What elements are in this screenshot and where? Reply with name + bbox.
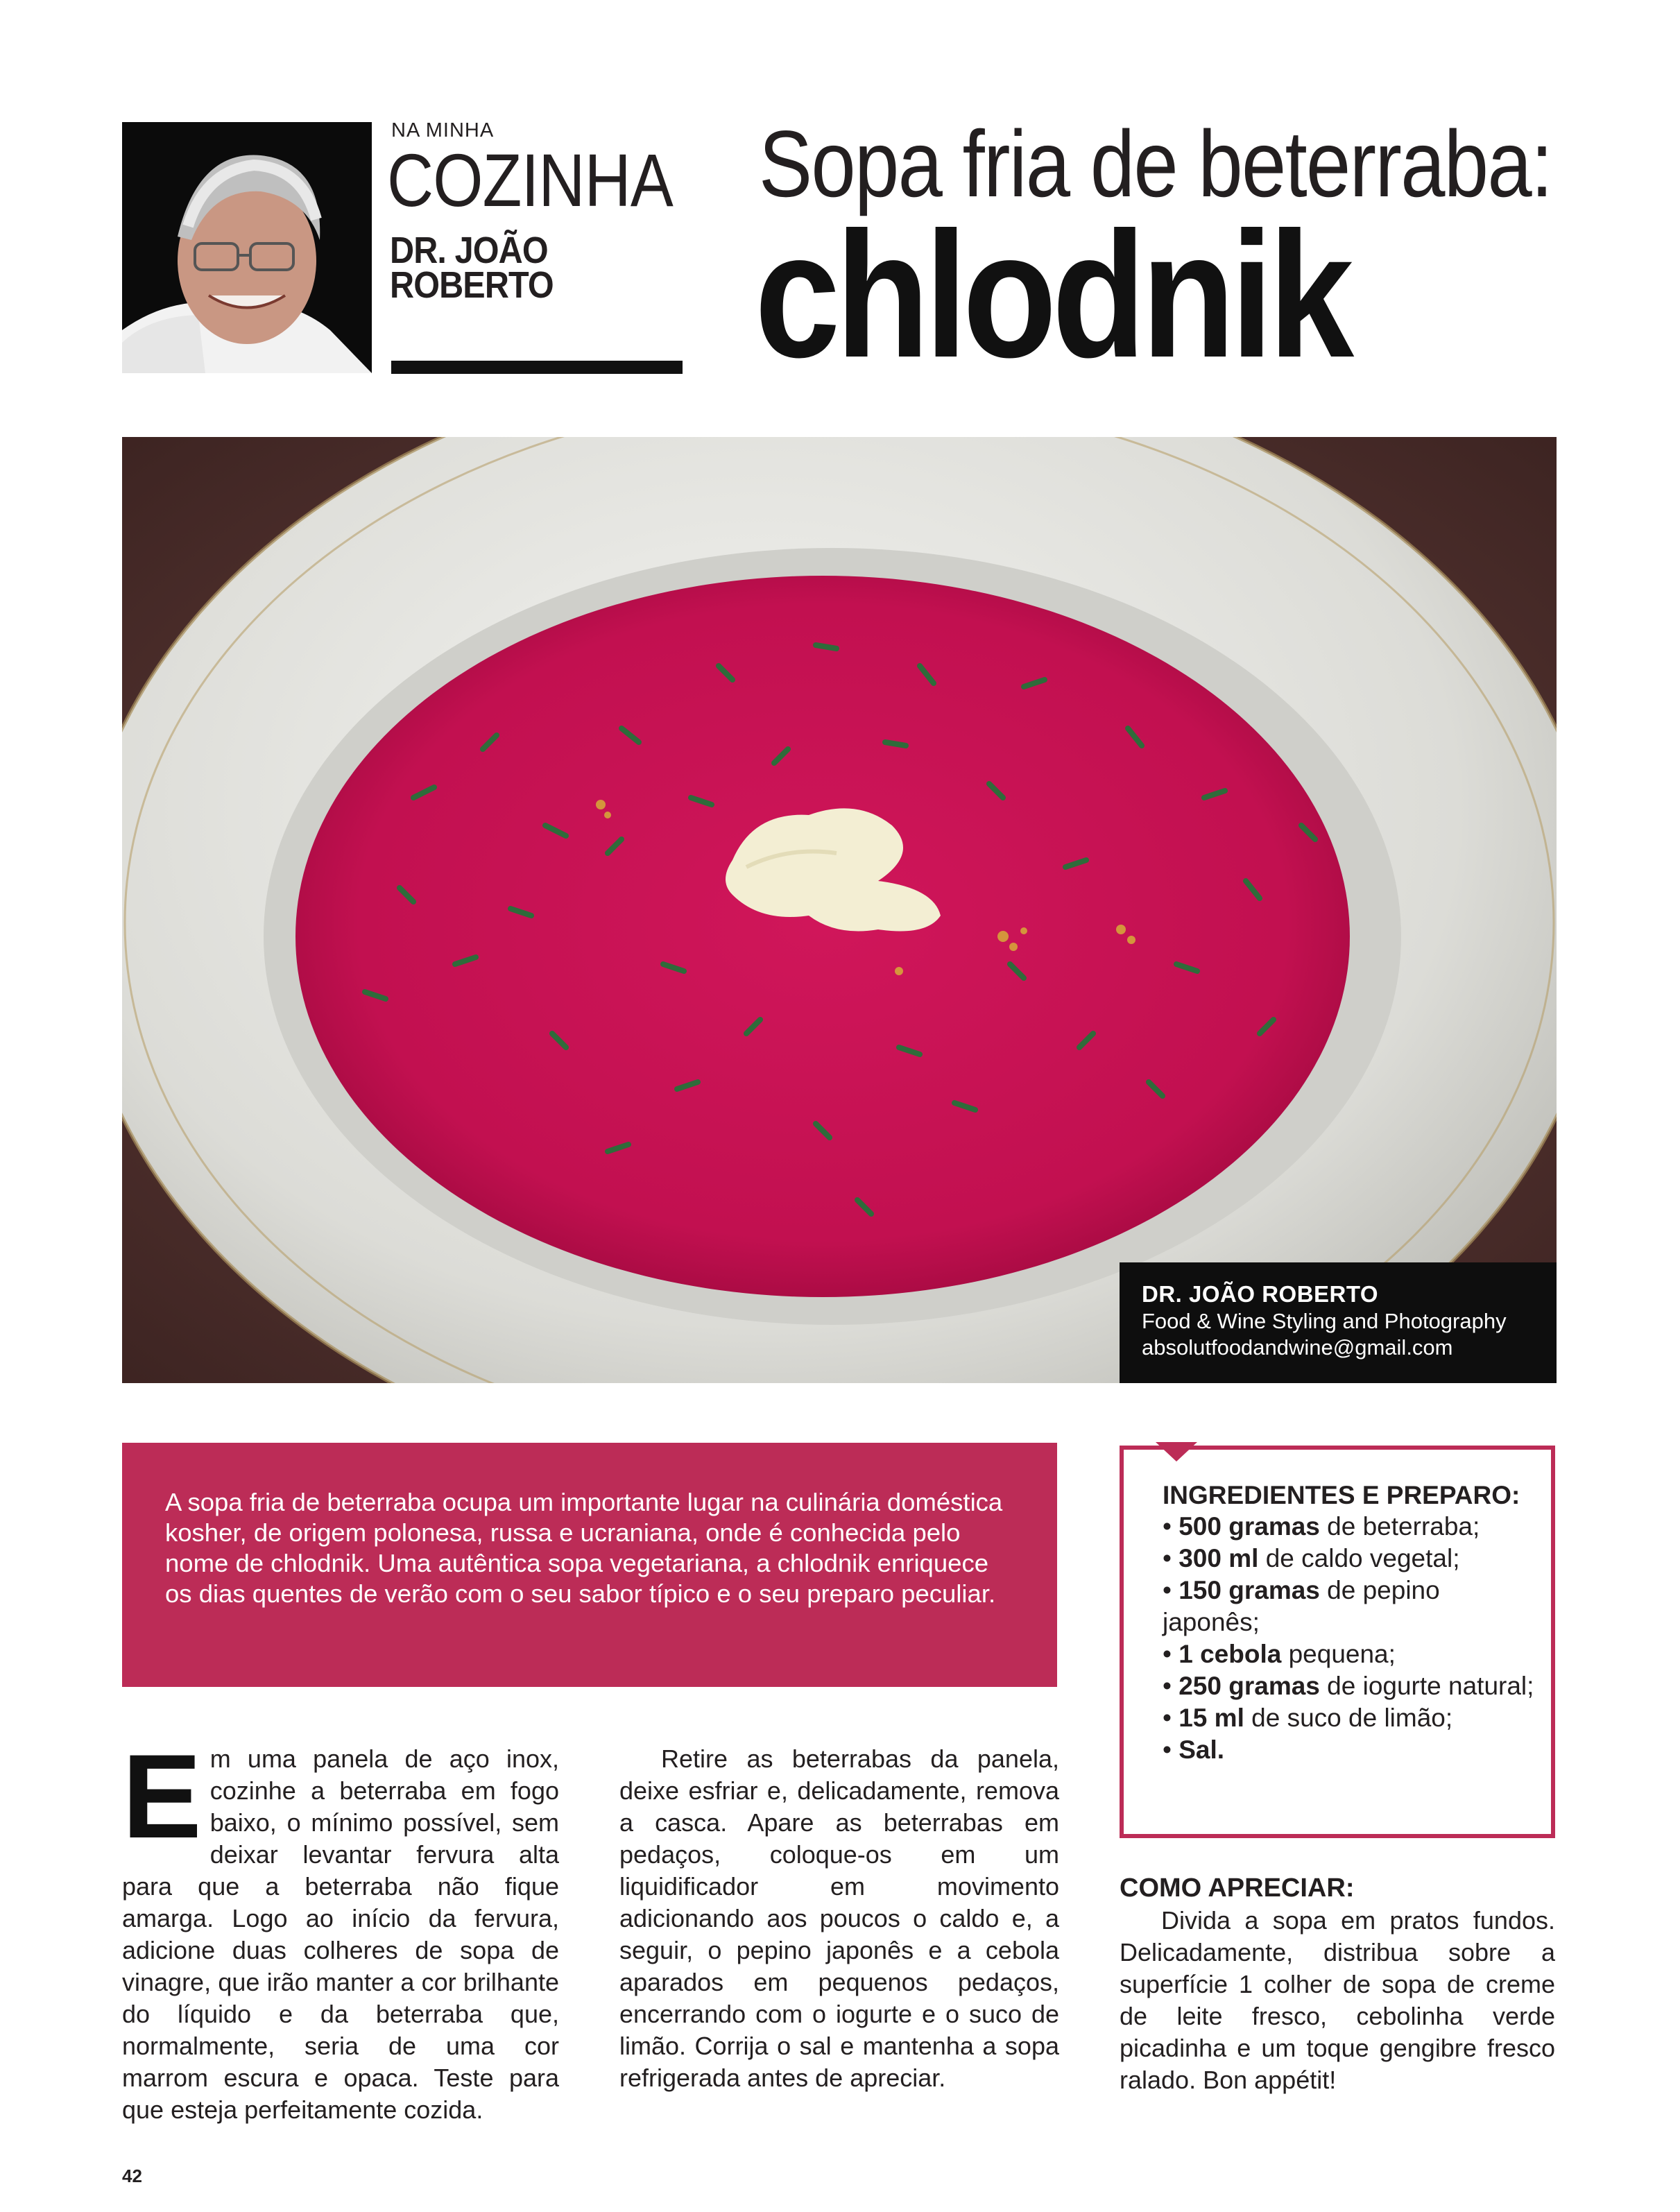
appreciate-text: Divida a sopa em pratos fundos. Delicadamente, distribua sobre a superfície 1 colher de sopa de creme de leite fresco, cebolinha verde picadinha e um toque gengibre fresco ralado. Bon appétit! (1120, 1906, 1555, 2094)
ingredient-amount: Sal. (1178, 1735, 1225, 1764)
header-rule (391, 361, 683, 374)
author-name: DR. JOÃO ROBERTO (390, 230, 554, 307)
body-column-2: Retire as beterrabas da panela, deixe esfriar e, delicadamente, remova a casca. Apare as beterrabas em pedaços, coloque-os em um liquidificador em movimento adicionando aos poucos o caldo e, a seguir, o pepino japonês e a cebola aparados em pequenos pedaços, encerrando com o iogurte e o suco de limão. Corrija o sal e mantenha a sopa refrigerada antes de apreciar. (619, 1744, 1059, 2092)
page-number: 42 (122, 2166, 142, 2186)
author-photo-illustration (122, 122, 372, 373)
ingredient-item: • 250 gramas de iogurte natural; (1163, 1672, 1534, 1700)
ingredients-notch (1156, 1442, 1197, 1463)
ingredient-amount: 15 ml (1178, 1704, 1244, 1732)
body-text-1: m uma panela de aço inox, cozinhe a beterraba em fogo baixo, o mínimo possível, sem deixar levantar fervura alta para que a beterraba não fique amarga. Logo ao início da fervura, adicione duas colheres de sopa de vinagre, que irão manter a cor brilhante do líquido e da beterraba que, normalmente, seria de uma cor marrom escura e opaca. Teste para que esteja perfeitamente cozida. (122, 1744, 559, 2124)
drop-cap: E (122, 1730, 202, 1863)
author-portrait (122, 122, 372, 373)
intro-text: A sopa fria de beterraba ocupa um importante lugar na culinária doméstica kosher, de origem polonesa, russa e ucraniana, onde é conhecida pelo nome de chlodnik. Uma autêntica sopa vegetariana, a chlodnik enriquece os dias quentes de verão com o seu sabor típico e o seu preparo peculiar. (165, 1488, 1003, 1608)
section-title: COZINHA (387, 138, 673, 222)
intro-box (122, 1443, 1057, 1687)
headline-line2: chlodnik (755, 194, 1350, 395)
ingredient-amount: 250 gramas (1178, 1672, 1320, 1700)
soup-photo (122, 437, 1557, 1383)
headline-line1: Sopa fria de beterraba: (759, 111, 1552, 216)
ingredient-amount: 300 ml (1178, 1544, 1259, 1572)
ingredient-amount: 500 gramas (1178, 1512, 1320, 1541)
ingredient-text: de pepino japonês; (1163, 1576, 1440, 1636)
ingredient-text: de suco de limão; (1244, 1704, 1453, 1732)
credit-role: Food & Wine Styling and Photography (1142, 1309, 1507, 1333)
body-column-1 (122, 1730, 559, 2126)
soup-bowl-illustration (122, 437, 1557, 1383)
appreciate-heading: COMO APRECIAR: (1120, 1874, 1355, 1903)
photo-credit (1120, 1262, 1557, 1383)
ingredient-item: • 500 gramas de beterraba; (1163, 1512, 1480, 1541)
ingredient-amount: 1 cebola (1178, 1640, 1282, 1668)
ingredient-text: pequena; (1281, 1640, 1396, 1668)
ingredients-box (1120, 1446, 1555, 1838)
ingredient-item: • 300 ml de caldo vegetal; (1163, 1544, 1460, 1572)
ingredients-heading: INGREDIENTES E PREPARO: (1163, 1481, 1520, 1509)
ingredient-item: • 150 gramas de pepino japonês; (1163, 1576, 1440, 1636)
ingredient-text: de beterraba; (1319, 1512, 1480, 1541)
ingredient-text: de caldo vegetal; (1258, 1544, 1460, 1572)
ingredient-amount: 150 gramas (1178, 1576, 1320, 1604)
credit-name: DR. JOÃO ROBERTO (1142, 1281, 1379, 1307)
ingredients-list (1163, 1511, 1537, 1766)
ingredient-item: • 15 ml de suco de limão; (1163, 1704, 1453, 1732)
ingredient-item: • Sal. (1163, 1735, 1225, 1764)
section-kicker: NA MINHA (391, 119, 495, 142)
ingredient-text: de iogurte natural; (1319, 1672, 1534, 1700)
credit-email: absolutfoodandwine@gmail.com (1142, 1335, 1453, 1360)
ingredient-item: • 1 cebola pequena; (1163, 1640, 1396, 1668)
